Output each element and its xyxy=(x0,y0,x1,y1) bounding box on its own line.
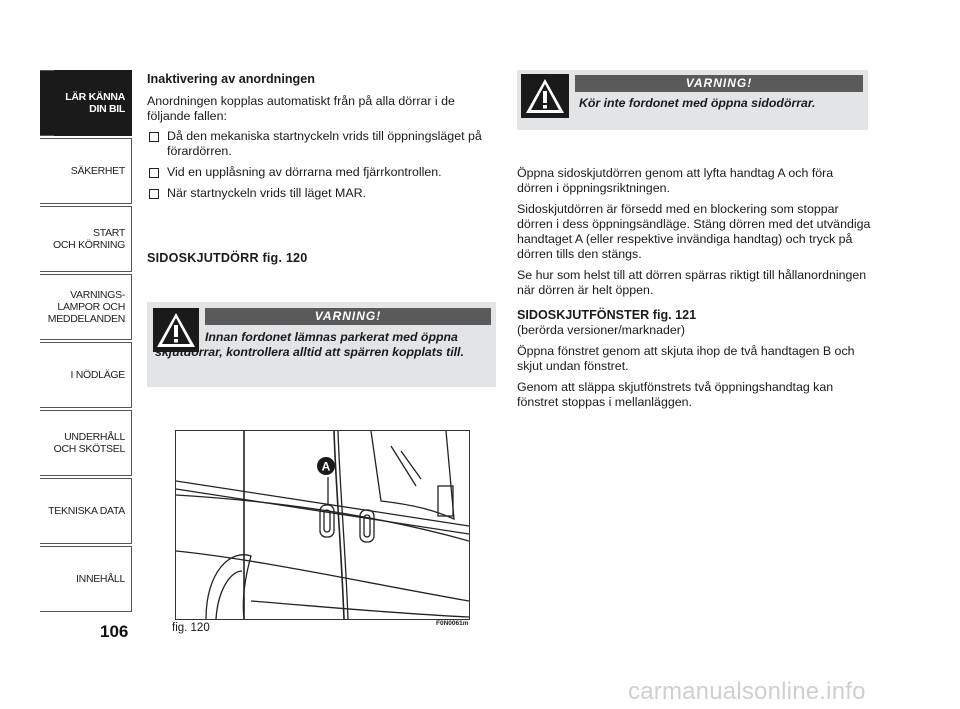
left-column xyxy=(147,72,497,207)
tab-label: TEKNISKA DATA xyxy=(48,505,125,517)
paragraph: Sidoskjutdörren är försedd med en blockering som stoppar dörren i dess öppningsändläge. Stäng dörren med det utvändiga handtaget A (eller respektive invändiga handtag) och tryck på dörren tills den stängs. xyxy=(517,202,871,261)
tab-sakerhet[interactable] xyxy=(40,138,132,204)
warning-triangle-icon xyxy=(521,74,569,118)
deactivation-intro: Anordningen kopplas automatiskt från på alla dörrar i de följande fallen: xyxy=(147,94,455,123)
tab-i-nodlage[interactable] xyxy=(40,342,132,408)
sliding-window-heading: SIDOSKJUTFÖNSTER fig. 121 xyxy=(517,308,697,322)
warning-text: Innan fordonet lämnas parkerat med öppna skjutdörrar, kontrollera alltid att spärren kopplats till. xyxy=(155,330,464,359)
list-item: Då den mekaniska startnyckeln vrids till öppningsläget på förardörren. xyxy=(147,129,497,159)
chapter-sidebar xyxy=(40,70,132,614)
tab-start-och-korning[interactable] xyxy=(40,206,132,272)
warning-banner: VARNING! xyxy=(575,75,863,92)
warning-box-driving xyxy=(517,70,868,130)
list-item: Vid en upplåsning av dörrarna med fjärrkontrollen. xyxy=(147,165,497,180)
page-number: 106 xyxy=(100,622,129,641)
tab-label: VARNINGS- LAMPOR OCH MEDDELANDEN xyxy=(47,289,125,325)
tab-underhall[interactable] xyxy=(40,410,132,476)
figure-marker-a: A xyxy=(321,459,331,474)
figure-sliding-door xyxy=(175,430,470,620)
figure-code: F0N0061m xyxy=(436,620,469,627)
tab-tekniska-data[interactable] xyxy=(40,478,132,544)
tab-label: UNDERHÅLL OCH SKÖTSEL xyxy=(53,431,125,455)
warning-text: Kör inte fordonet med öppna sidodörrar. xyxy=(579,96,816,110)
van-side-illustration xyxy=(176,431,469,619)
deactivation-heading: Inaktivering av anordningen xyxy=(147,72,315,86)
figure-caption: fig. 120 xyxy=(172,622,210,634)
versions-note: (berörda versioner/marknader) xyxy=(517,323,686,337)
tab-innehall[interactable] xyxy=(40,546,132,612)
warning-box-parking xyxy=(147,302,496,387)
tab-label: LÄR KÄNNA DIN BIL xyxy=(65,91,125,115)
paragraph: Se hur som helst till att dörren spärras riktigt till hållanordningen när dörren är helt öppen. xyxy=(517,268,867,297)
tab-label: START OCH KÖRNING xyxy=(53,227,125,251)
tab-varningslampor[interactable] xyxy=(40,274,132,340)
tab-label: SÄKERHET xyxy=(70,165,125,177)
sliding-door-heading: SIDOSKJUTDÖRR fig. 120 xyxy=(147,251,308,265)
warning-banner: VARNING! xyxy=(205,308,491,325)
paragraph: Öppna fönstret genom att skjuta ihop de två handtagen B och skjut undan fönstret. xyxy=(517,344,855,373)
right-column xyxy=(517,166,872,416)
tab-label: I NÖDLÄGE xyxy=(70,369,125,381)
tab-label: INNEHÅLL xyxy=(76,573,125,585)
list-item: När startnyckeln vrids till läget MAR. xyxy=(147,186,497,201)
paragraph: Genom att släppa skjutfönstrets två öppningshandtag kan fönstret stoppas i mellanläggen. xyxy=(517,380,834,409)
watermark: carmanualsonline.info xyxy=(628,678,866,705)
paragraph: Öppna sidoskjutdörren genom att lyfta handtag A och föra dörren i öppningsriktningen. xyxy=(517,166,834,195)
deactivation-list xyxy=(147,129,497,201)
tab-lar-kanna-din-bil[interactable] xyxy=(40,70,132,136)
